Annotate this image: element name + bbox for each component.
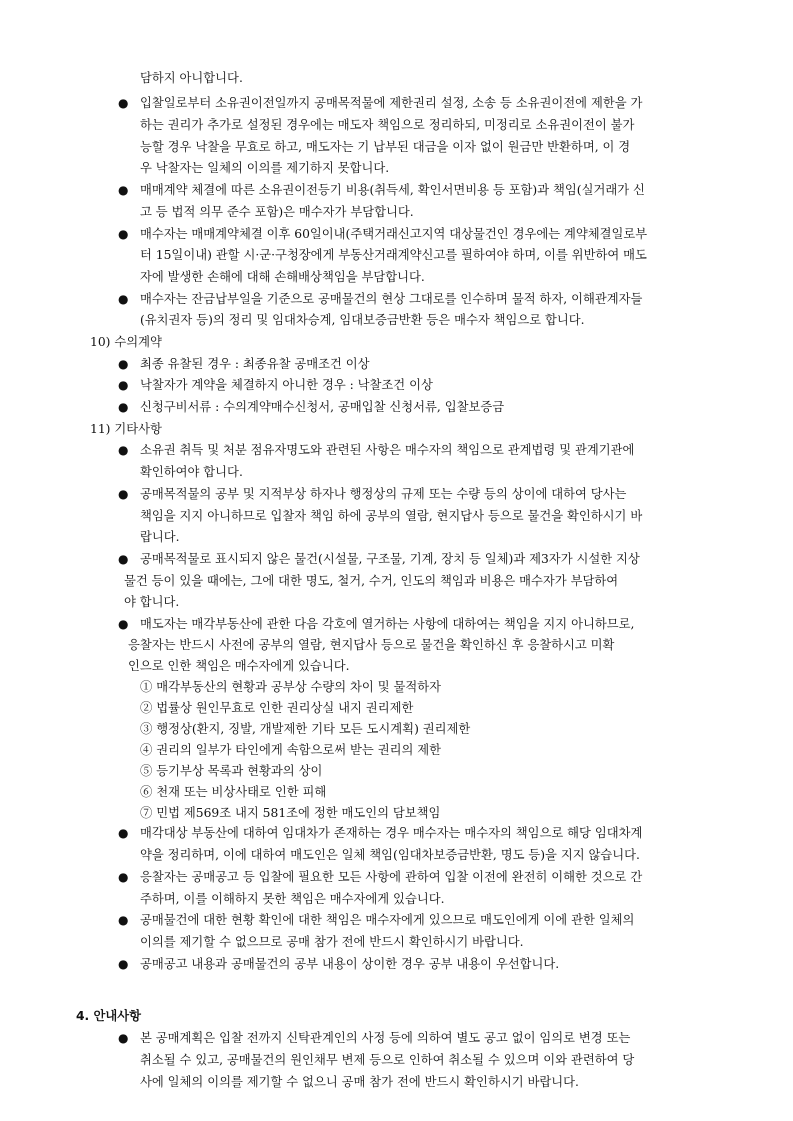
section-4-heading: 4. 안내사항 <box>76 1009 142 1023</box>
section-10-heading: 10) 수의계약 <box>90 335 162 349</box>
paragraph-line: 본 공매계획은 입찰 전까지 신탁관계인의 사정 등에 의하여 별도 공고 없이 임의로 변경 또는 <box>140 1031 631 1045</box>
paragraph-line: 물건 등이 있을 때에는, 그에 대한 명도, 철거, 수거, 인도의 책임과 비용은 매수자가 부담하여 <box>124 574 619 588</box>
paragraph-line: 취소될 수 있고, 공매물건의 원인채무 변제 등으로 인하여 취소될 수 있으며 이와 관련하여 당 <box>140 1053 635 1067</box>
paragraph-line: 공매목적물로 표시되지 않은 물건(시설물, 구조물, 기계, 장치 등 일체)과 제3자가 시설한 지상 <box>140 552 640 566</box>
paragraph-line: 확인하여야 합니다. <box>140 465 243 479</box>
paragraph-line: (유치권자 등)의 정리 및 임대차승계, 임대보증금반환 등은 매수자 책임으로 합니다. <box>140 313 585 327</box>
bullet-icon: ● <box>118 552 129 566</box>
paragraph-line: 터 15일이내) 관할 시·군·구청장에게 부동산거래계약신고를 필하여야 하며, 이를 위반하여 매도 <box>140 248 647 262</box>
paragraph-line: 공매공고 내용과 공매물건의 공부 내용이 상이한 경우 공부 내용이 우선합니다. <box>140 957 560 971</box>
bullet-icon: ● <box>118 913 129 927</box>
paragraph-line: 우 낙찰자는 일체의 이의를 제기하지 못합니다. <box>140 161 390 175</box>
paragraph-line: 주하며, 이를 이해하지 못한 책임은 매수자에게 있습니다. <box>140 892 445 906</box>
paragraph-line: 인으로 인한 책임은 매수자에게 있습니다. <box>128 659 350 673</box>
paragraph-line: 야 합니다. <box>124 595 180 609</box>
bullet-icon: ● <box>118 183 129 197</box>
bullet-icon: ● <box>118 826 129 840</box>
numbered-item: ⑦ 민법 제569조 내지 581조에 정한 매도인의 담보책임 <box>140 806 441 820</box>
bullet-icon: ● <box>118 292 129 306</box>
paragraph-line: 매각대상 부동산에 대하여 임대차가 존재하는 경우 매수자는 매수자의 책임으로 해당 임대차계 <box>140 826 643 840</box>
bullet-icon: ● <box>118 617 129 631</box>
list-item: 최종 유찰된 경우 : 최종유찰 공매조건 이상 <box>140 357 370 371</box>
numbered-item: ① 매각부동산의 현황과 공부상 수량의 차이 및 물적하자 <box>140 680 441 694</box>
bullet-icon: ● <box>118 96 129 110</box>
paragraph-line: 응찰자는 반드시 사전에 공부의 열람, 현지답사 등으로 물건을 확인하신 후 응찰하시고 미확 <box>128 638 615 652</box>
paragraph-line: 하는 권리가 추가로 설정된 경우에는 매도자 책임으로 정리하되, 미정리로 소유권이전이 불가 <box>140 118 635 132</box>
paragraph-line: 책임을 지지 아니하므로 입찰자 책임 하에 공부의 열람, 현지답사 등으로 물건을 확인하시기 바 <box>140 509 643 523</box>
bullet-icon: ● <box>118 957 129 971</box>
paragraph-line: 자에 발생한 손해에 대해 손해배상책임을 부담합니다. <box>140 270 425 284</box>
bullet-icon: ● <box>118 227 129 241</box>
bullet-icon: ● <box>118 443 129 457</box>
section-11-heading: 11) 기타사항 <box>90 422 162 436</box>
paragraph-line: 능할 경우 낙찰을 무효로 하고, 매도자는 기 납부된 대금을 이자 없이 원금만 반환하며, 이 경 <box>140 140 631 154</box>
numbered-item: ② 법률상 원인무효로 인한 권리상실 내지 권리제한 <box>140 701 414 715</box>
numbered-item: ④ 권리의 일부가 타인에게 속함으로써 받는 권리의 제한 <box>140 743 441 757</box>
continuation-line: 담하지 아니합니다. <box>140 71 243 85</box>
paragraph-line: 입찰일로부터 소유권이전일까지 공매목적물에 제한권리 설정, 소송 등 소유권이전에 제한을 가 <box>140 96 643 110</box>
bullet-icon: ● <box>118 400 129 414</box>
numbered-item: ③ 행정상(환지, 징발, 개발제한 기타 모든 도시계획) 권리제한 <box>140 722 471 736</box>
paragraph-line: 응찰자는 공매공고 등 입찰에 필요한 모든 사항에 관하여 입찰 이전에 완전히 이해한 것으로 간 <box>140 870 643 884</box>
paragraph-line: 사에 일체의 이의를 제기할 수 없으니 공매 참가 전에 반드시 확인하시기 바랍니다. <box>140 1075 579 1089</box>
list-item: 신청구비서류 : 수의계약매수신청서, 공매입찰 신청서류, 입찰보증금 <box>140 400 505 414</box>
paragraph-line: 소유권 취득 및 처분 점유자명도와 관련된 사항은 매수자의 책임으로 관계법령 및 관계기관에 <box>140 443 635 457</box>
bullet-icon: ● <box>118 1031 129 1045</box>
paragraph-line: 약을 정리하며, 이에 대하여 매도인은 일체 책임(임대차보증금반환, 명도 등)을 지지 않습니다. <box>140 848 640 862</box>
paragraph-line: 매매계약 체결에 따른 소유권이전등기 비용(취득세, 확인서면비용 등 포함)과 책임(실거래가 신 <box>140 183 645 197</box>
bullet-icon: ● <box>118 487 129 501</box>
paragraph-line: 고 등 법적 의무 준수 포함)은 매수자가 부담합니다. <box>140 205 414 219</box>
paragraph-line: 매수자는 매매계약체결 이후 60일이내(주택거래신고지역 대상물건인 경우에는 계약체결일로부 <box>140 227 648 241</box>
numbered-item: ⑥ 천재 또는 비상사태로 인한 피해 <box>140 785 327 799</box>
list-item: 낙찰자가 계약을 체결하지 아니한 경우 : 낙찰조건 이상 <box>140 378 433 392</box>
paragraph-line: 매도자는 매각부동산에 관한 다음 각호에 열거하는 사항에 대하여는 책임을 지지 아니하므로, <box>140 617 635 631</box>
paragraph-line: 공매물건에 대한 현황 확인에 대한 책임은 매수자에게 있으므로 매도인에게 이에 관한 일체의 <box>140 913 635 927</box>
paragraph-line: 이의를 제기할 수 없으므로 공매 참가 전에 반드시 확인하시기 바랍니다. <box>140 935 524 949</box>
bullet-icon: ● <box>118 357 129 371</box>
bullet-icon: ● <box>118 870 129 884</box>
numbered-item: ⑤ 등기부상 목록과 현황과의 상이 <box>140 764 323 778</box>
paragraph-line: 매수자는 잔금납부일을 기준으로 공매물건의 현상 그대로를 인수하며 물적 하자, 이해관계자들 <box>140 292 643 306</box>
paragraph-line: 공매목적물의 공부 및 지적부상 하자나 행정상의 규제 또는 수량 등의 상이에 대하여 당사는 <box>140 487 627 501</box>
paragraph-line: 랍니다. <box>140 530 180 544</box>
bullet-icon: ● <box>118 378 129 392</box>
